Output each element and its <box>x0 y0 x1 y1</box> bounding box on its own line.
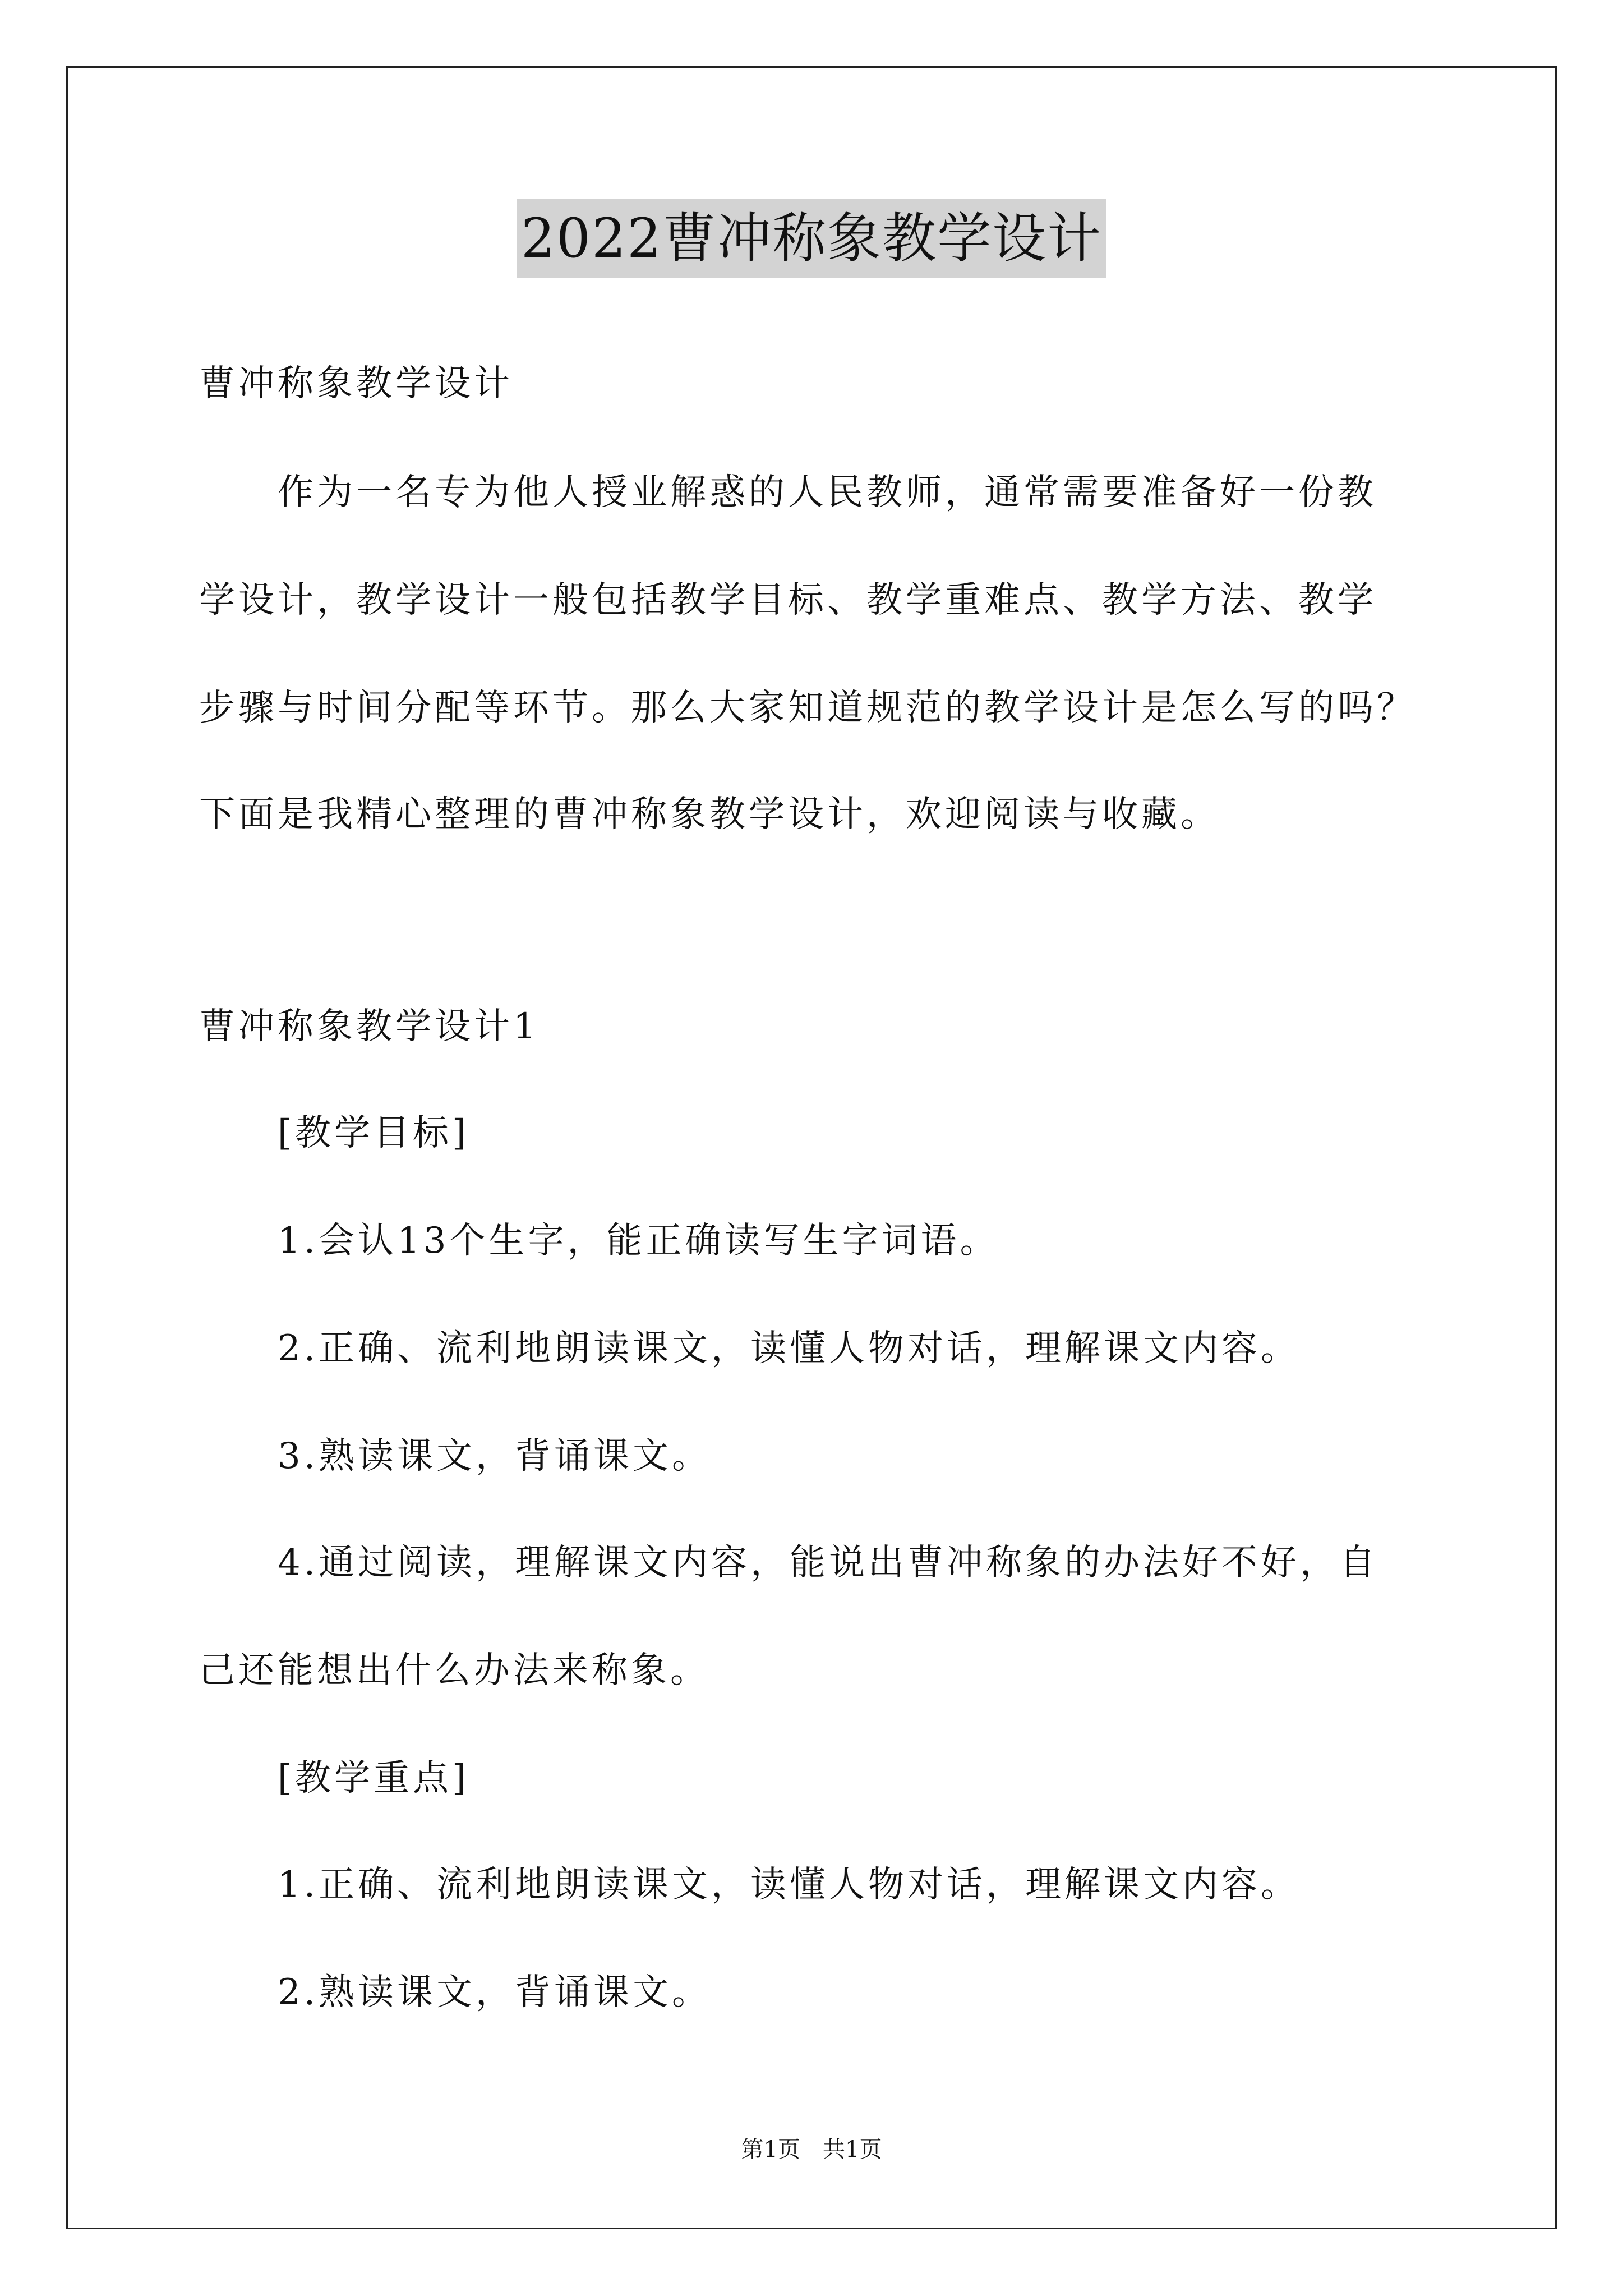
goal-item: 4.通过阅读，理解课文内容，能说出曹冲称象的办法好不好，自 <box>278 1542 1379 1584</box>
title-container <box>0 199 1623 278</box>
subtitle: 曹冲称象教学设计 <box>199 363 513 404</box>
goals-header: [教学目标] <box>278 1112 469 1154</box>
section-title: 曹冲称象教学设计1 <box>199 1006 540 1047</box>
goal-item: 2.正确、流利地朗读课文，读懂人物对话，理解课文内容。 <box>278 1328 1301 1369</box>
intro-line: 学设计，教学设计一般包括教学目标、教学重难点、教学方法、教学 <box>199 579 1377 621</box>
intro-line: 作为一名专为他人授业解惑的人民教师，通常需要准备好一份教 <box>278 472 1377 513</box>
intro-line: 下面是我精心整理的曹冲称象教学设计，欢迎阅读与收藏。 <box>199 794 1220 835</box>
goal-item: 1.会认13个生字，能正确读写生字词语。 <box>278 1220 999 1262</box>
goal-item-continued: 己还能想出什么办法来称象。 <box>199 1650 709 1691</box>
document-title: 2022曹冲称象教学设计 <box>517 199 1106 278</box>
goal-item: 3.熟读课文，背诵课文。 <box>278 1435 712 1477</box>
focus-header: [教学重点] <box>278 1757 469 1799</box>
page-footer: 第1页 共1页 <box>741 2137 882 2162</box>
focus-item: 1.正确、流利地朗读课文，读懂人物对话，理解课文内容。 <box>278 1864 1301 1906</box>
focus-item: 2.熟读课文，背诵课文。 <box>278 1972 712 2013</box>
intro-line: 步骤与时间分配等环节。那么大家知道规范的教学设计是怎么写的吗？ <box>199 687 1416 729</box>
